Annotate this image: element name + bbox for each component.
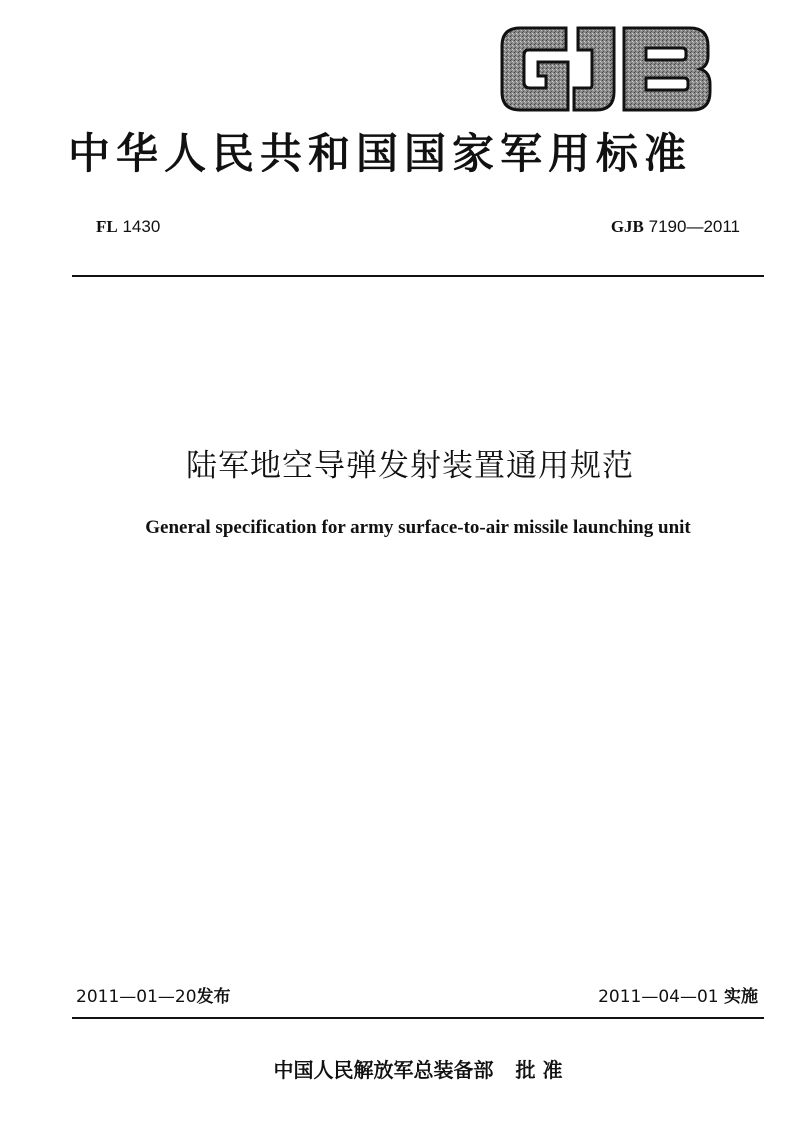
standard-number: [611, 217, 740, 237]
approve-label: 批 准: [515, 1058, 563, 1082]
std-number-value: 7190—2011: [648, 217, 740, 236]
footer-divider: [72, 1017, 764, 1019]
approval-line: [0, 1054, 800, 1083]
implementation-date: [598, 982, 758, 1007]
issue-label: 发布: [196, 987, 231, 1007]
impl-date-value: 2011—04—01: [598, 987, 719, 1007]
issue-date-value: 2011—01—20: [76, 987, 197, 1007]
gjb-logo: [494, 20, 722, 118]
approver-org: 中国人民解放军总装备部: [273, 1058, 494, 1082]
logo-text: [494, 20, 722, 118]
issue-date: [76, 982, 231, 1007]
fl-prefix: FL: [96, 217, 118, 236]
std-prefix: GJB: [610, 217, 644, 236]
impl-label: 实施: [724, 987, 758, 1007]
standard-category-title: 中华人民共和国国家军用标准: [68, 129, 693, 178]
document-title-chinese: 陆军地空导弹发射装置通用规范: [186, 448, 634, 484]
header-divider: [72, 275, 764, 277]
document-title-english: General specification for army surface-to-air missile launching unit: [145, 517, 691, 538]
fl-number: 1430: [122, 217, 161, 236]
fl-classification: [96, 217, 160, 237]
